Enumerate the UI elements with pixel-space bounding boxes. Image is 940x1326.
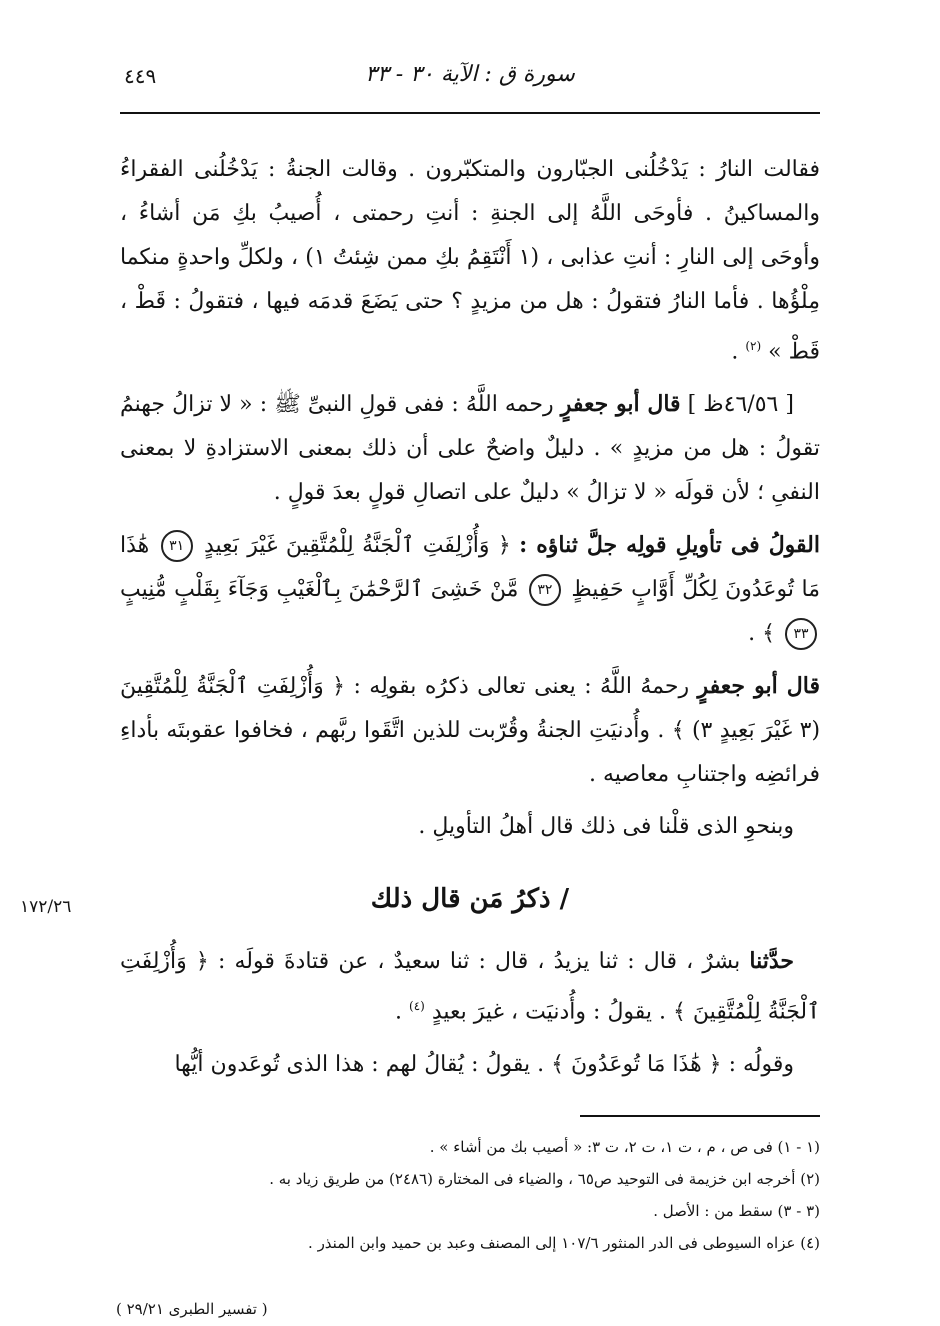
paragraph-text: ، ولكلِّ واحدةٍ منكما مِلْؤُها . فأما النارُ فتقولُ : هل من مزيدٍ ؟ حتى يَضَعَ قدمَه فيها ، فتقولُ : قَطْ ، قَطْ »: [120, 245, 820, 365]
running-title: سورة ق : الآية ٣٠ - ٣٣: [365, 62, 575, 87]
quran-close: ﴾ .: [748, 621, 775, 647]
paragraph-explanation: [120, 664, 820, 797]
volume-reference: ( تفسير الطبرى ٢٩/٢١ ): [116, 1300, 268, 1318]
paragraph-text: بشرٌ ، قال : ثنا يزيدُ ، قال : ثنا سعيدٌ ، عن قتادةَ قولَه :: [217, 949, 741, 975]
margin-reference: ١٧٢/٢٦: [20, 897, 72, 918]
footnote-rule: [580, 1115, 820, 1117]
quran-verse: هَٰذَا مَا تُوعَدُونَ لِكُلِّ أَوَّابٍ حَفِيظٍ: [120, 533, 821, 603]
paragraph-text: رحمهُ اللَّهُ : يعنى تعالى ذكرُه بقولِه :: [353, 674, 690, 700]
quran-verse: ﴿ وَأُزْلِفَتِ ٱلْجَنَّةُ لِلْمُتَّقِينَ (٣ غَيْرَ بَعِيدٍ ٣) ﴾: [120, 674, 821, 744]
page-body: [20, 148, 821, 1259]
paragraph-text: وبنحوِ الذى قلْنا فى ذلك قال أهلُ التأويلِ .: [418, 814, 794, 840]
quran-verse: ﴿ وَأُزْلِفَتِ ٱلْجَنَّةُ لِلْمُتَّقِينَ ﴾: [120, 949, 820, 1025]
section-heading: [20, 879, 820, 919]
narration-lead: حدَّثنا: [749, 948, 795, 975]
quran-verse: ﴿ وَأُزْلِفَتِ ٱلْجَنَّةُ لِلْمُتَّقِينَ غَيْرَ بَعِيدٍ: [203, 533, 511, 559]
footnotes: [120, 1131, 820, 1259]
footnote-item: (١ - ١) فى ص ، م ، ت ١، ت ٢، ت ٣: « أصيب بك من أشاء » .: [429, 1137, 820, 1156]
verse-number-badge: ٣٢: [529, 574, 561, 606]
variant-reading: (١ أَنْتَقِمُ بكِ ممن شِئتُ ١): [305, 245, 540, 270]
paragraph-verse-heading: [120, 523, 820, 656]
paragraph-narration: [120, 939, 820, 1034]
paragraph-text: رحمه اللَّهُ : ففى قولِ النبىِّ ﷺ : « لا تزالُ جهنمُ تقولُ : هل من مزيدٍ » . دليلٌ واضحٌ على أن ذلك بمعنى الاستزادةِ لا بمعنى النفىِ ؛ لأن قولَه « لا تزالُ » دليلٌ على اتصالِ قولٍ بعدَ قولٍ .: [120, 392, 820, 506]
paragraph-end: .: [395, 999, 403, 1025]
page-number: ٤٤٩: [124, 64, 157, 88]
section-heading-text: / ذكرُ مَن قال ذلك: [370, 884, 570, 915]
quran-verse: مَّنْ خَشِىَ ٱلرَّحْمَٰنَ بِٱلْغَيْبِ وَجَآءَ بِقَلْبٍ مُّنِيبٍ: [120, 577, 519, 603]
paragraph-commentary: [120, 382, 820, 515]
header-rule: [120, 112, 820, 114]
section-lead: القولُ فى تأويلِ قولِه جلَّ ثناؤه :: [519, 532, 820, 559]
paragraph-summary: [120, 805, 820, 849]
verse-number-badge: ٣١: [161, 530, 193, 562]
manuscript-reference: [ ٤٦/٥٦ظ ]: [687, 392, 795, 418]
page: [20, 56, 821, 1326]
page-header: [120, 56, 820, 106]
quran-verse: ﴿ هَٰذَا مَا تُوعَدُونَ ﴾: [551, 1051, 722, 1077]
paragraph-text: . يقولُ : وأُدنيَت ، غيرَ بعيدٍ: [431, 999, 667, 1025]
paragraph-continuation: [120, 1043, 820, 1087]
paragraph-text: . يقولُ : يُقالُ لهم : هذا الذى تُوعَدون أيُّها: [174, 1051, 545, 1077]
paragraph-hadith-text: فقالت النارُ : يَدْخُلُنى الجبّارون والمتكبّرون . وقالت الجنةُ : يَدْخُلُنى الفقراءُ والمساكينُ . فأوحَى اللَّهُ إلى الجنةِ : أنتِ رحمتى ، أُصيبُ بكِ مَن أشاءُ ، وأوحَى إلى النارِ : أنتِ عذابى ، (١ أَنْتَقِمُ بكِ ممن شِئتُ ١) ، ولكلِّ واحدةٍ منكما مِلْؤُها . فأما النارُ فتقولُ : هل من مزيدٍ ؟ حتى يَضَعَ قدمَه فيها ، فتقولُ : قَطْ ، قَطْ » $^{(٢)}$ .: [120, 157, 821, 365]
footnote-item: (٣ - ٣) سقط من : الأصل .: [653, 1201, 820, 1220]
speaker-name: قال أبو جعفرٍ: [697, 673, 820, 700]
verse-number-badge: ٣٣: [785, 618, 817, 650]
speaker-name: قال أبو جعفرٍ: [560, 391, 681, 418]
paragraph-text: . وأُدنيَتِ الجنةُ وقُرّبت للذين اتَّقَوا ربَّهم ، فخافوا عقوبتَه بأداءِ فرائضِه واجتنابِ معاصيه .: [120, 718, 820, 788]
footnote-marker: (٤): [409, 999, 425, 1014]
footnote-marker: (٢): [745, 339, 762, 353]
paragraph-text: وقولُه :: [728, 1051, 794, 1077]
footnote-item: (٢) أخرجه ابن خزيمة فى التوحيد ص٦٥ ، والضياء فى المختارة (٢٤٨٦) من طريق زياد به .: [269, 1169, 820, 1188]
footnote-item: (٤) عزاه السيوطى فى الدر المنثور ١٠٧/٦ إلى المصنف وعبد بن حميد وابن المنذر .: [308, 1233, 820, 1252]
paragraph-text: فقالت النارُ : يَدْخُلُنى الجبّارون والمتكبّرون . وقالت الجنةُ : يَدْخُلُنى الفقراءُ والمساكينُ . فأوحَى اللَّهُ إلى الجنةِ : أنتِ رحمتى ، أُصيبُ بكِ مَن أشاءُ ، وأوحَى إلى النارِ : أنتِ عذابى ،: [120, 157, 821, 270]
